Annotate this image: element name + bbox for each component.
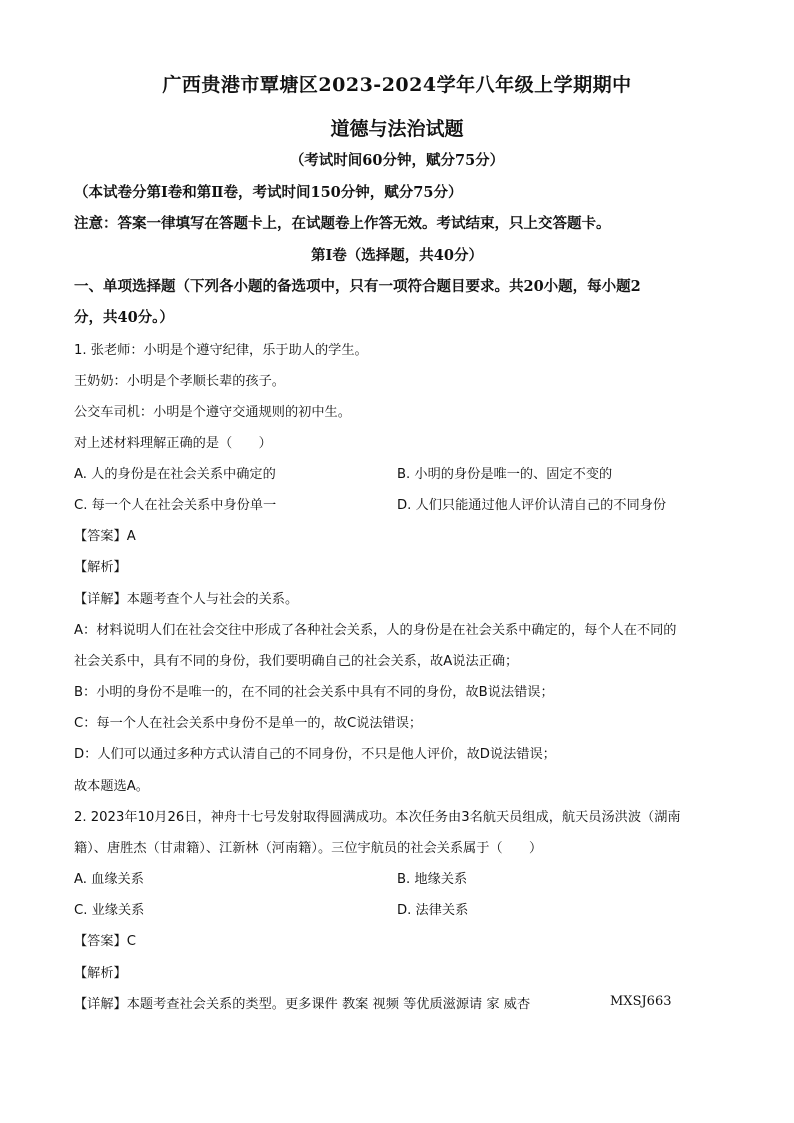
q1-option-a: A. 人的身份是在社会关系中确定的 xyxy=(74,467,276,482)
q1-option-d: D. 人们只能通过他人评价认清自己的不同身份 xyxy=(397,498,667,513)
q1-stem-line2: 王奶奶：小明是个孝顺长辈的孩子。 xyxy=(74,374,285,389)
watermark-code: MXSJ663 xyxy=(610,994,672,1009)
q2-stem-line1: 2. 2023年10月26日，神舟十七号发射取得圆满成功。本次任务由3名航天员组成，航天员汤洪波（湖南 xyxy=(74,810,681,825)
exam-title-line2: 道德与法治试题 xyxy=(330,118,464,140)
q1-analysis-d: D：人们可以通过多种方式认清自己的不同身份，不只是他人评价，故D说法错误； xyxy=(74,747,556,762)
exam-info-note: （本试卷分第Ⅰ卷和第Ⅱ卷，考试时间150分钟，赋分75分） xyxy=(74,184,463,201)
q2-option-c: C. 业缘关系 xyxy=(74,903,145,918)
q1-detail: 【详解】本题考查个人与社会的关系。 xyxy=(74,592,299,607)
q2-option-a: A. 血缘关系 xyxy=(74,872,144,887)
q1-conclusion: 故本题选A。 xyxy=(74,779,149,794)
q2-option-d: D. 法律关系 xyxy=(397,903,469,918)
instructions-line1: 一、单项选择题（下列各小题的备选项中，只有一项符合题目要求。共20小题，每小题2 xyxy=(74,278,641,295)
q1-option-c: C. 每一个人在社会关系中身份单一 xyxy=(74,498,277,513)
q1-option-b: B. 小明的身份是唯一的、固定不变的 xyxy=(397,467,613,482)
exam-title-line1: 广西贵港市覃塘区2023-2024学年八年级上学期期中 xyxy=(162,74,632,96)
q1-analysis-a-line1: A：材料说明人们在社会交往中形成了各种社会关系，人的身份是在社会关系中确定的，每个人在不同的 xyxy=(74,623,677,638)
q1-analysis-c: C：每一个人在社会关系中身份不是单一的，故C说法错误； xyxy=(74,716,423,731)
q1-answer: 【答案】A xyxy=(74,529,136,544)
q1-stem-line4: 对上述材料理解正确的是（ ） xyxy=(74,436,272,451)
q1-analysis-tag: 【解析】 xyxy=(74,560,127,575)
q1-analysis-a-line2: 社会关系中，具有不同的身份，我们要明确自己的社会关系，故A说法正确； xyxy=(74,654,519,669)
q2-option-b: B. 地缘关系 xyxy=(397,872,468,887)
q1-stem-line3: 公交车司机：小明是个遵守交通规则的初中生。 xyxy=(74,405,351,420)
section-title: 第Ⅰ卷（选择题，共40分） xyxy=(311,247,483,264)
q2-detail: 【详解】本题考查社会关系的类型。更多课件 教案 视频 等优质滋源请 家 威杏 xyxy=(74,997,531,1012)
q1-analysis-b: B：小明的身份不是唯一的，在不同的社会关系中具有不同的身份，故B说法错误； xyxy=(74,685,554,700)
instructions-line2: 分，共40分。） xyxy=(74,309,174,326)
q2-answer: 【答案】C xyxy=(74,934,136,949)
exam-time-note: （考试时间60分钟，赋分75分） xyxy=(289,152,505,169)
q2-analysis-tag: 【解析】 xyxy=(74,966,127,981)
q2-stem-line2: 籍）、唐胜杰（甘肃籍）、江新林（河南籍）。三位宇航员的社会关系属于（ ） xyxy=(74,841,543,856)
exam-notice: 注意：答案一律填写在答题卡上，在试题卷上作答无效。考试结束，只上交答题卡。 xyxy=(74,215,611,232)
q1-stem-line1: 1. 张老师：小明是个遵守纪律，乐于助人的学生。 xyxy=(74,343,368,358)
